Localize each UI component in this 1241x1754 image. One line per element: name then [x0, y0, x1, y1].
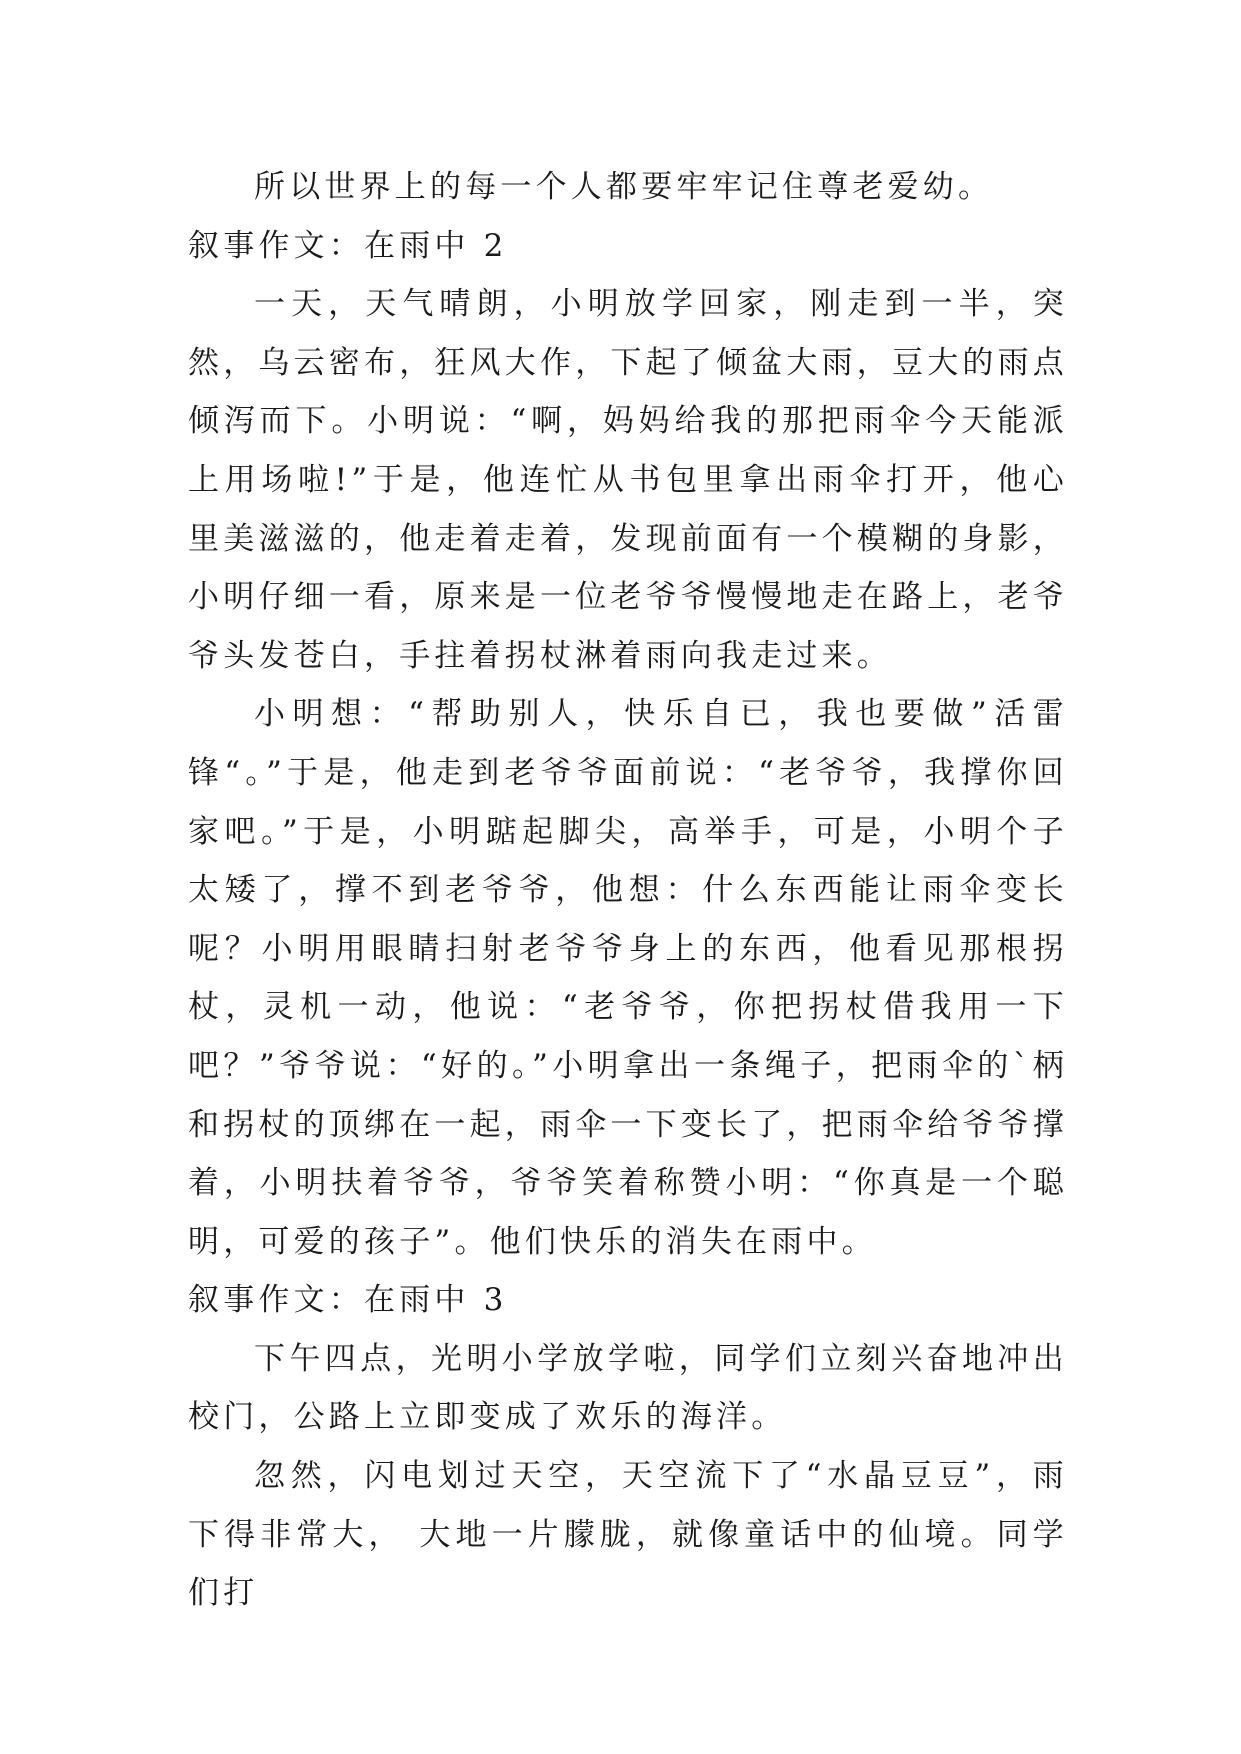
paragraph-sudden-rain: 忽然，闪电划过天空，天空流下了“水晶豆豆”，雨下得非常大， 大地一片朦胧，就像童话中的仙境。同学们打 — [188, 1458, 1068, 1612]
essay-heading-3: 叙事作文：在雨中 3 — [188, 1282, 508, 1319]
paragraph-respect-elders: 所以世界上的每一个人都要牢牢记住尊老爱幼。 — [254, 169, 994, 205]
document-body — [188, 158, 1068, 1623]
paragraph-rain-story-2: 小明想：“帮助别人，快乐自已，我也要做”活雷锋“。”于是，他走到老爷爷面前说：“老爷爷，我撑你回家吧。”于是，小明踮起脚尖，高举手，可是，小明个子太矮了，撑不到老爷爷，他想：什么东西能让雨伞变长呢？小明用眼睛扫射老爷爷身上的东西，他看见那根拐杖，灵机一动，他说：“老爷爷，你把拐杖借我用一下吧？”爷爷说：“好的。”小明拿出一条绳子，把雨伞的`柄和拐杖的顶绑在一起，雨伞一下变长了，把雨伞给爷爷撑着，小明扶着爷爷，爷爷笑着称赞小明：“你真是一个聪明，可爱的孩子”。他们快乐的消失在雨中。 — [188, 696, 1068, 1260]
paragraph-school-out: 下午四点，光明小学放学啦，同学们立刻兴奋地冲出校门，公路上立即变成了欢乐的海洋。 — [188, 1340, 1068, 1436]
paragraph-rain-story-1: 一天，天气晴朗，小明放学回家，刚走到一半，突然，乌云密布，狂风大作，下起了倾盆大雨，豆大的雨点倾泻而下。小明说：“啊，妈妈给我的那把雨伞今天能派上用场啦!”于是，他连忙从书包里拿出雨伞打开，他心里美滋滋的，他走着走着，发现前面有一个模糊的身影，小明仔细一看，原来是一位老爷爷慢慢地走在路上，老爷爷头发苍白，手拄着拐杖淋着雨向我走过来。 — [188, 286, 1068, 674]
essay-heading-2: 叙事作文：在雨中 2 — [188, 227, 508, 264]
